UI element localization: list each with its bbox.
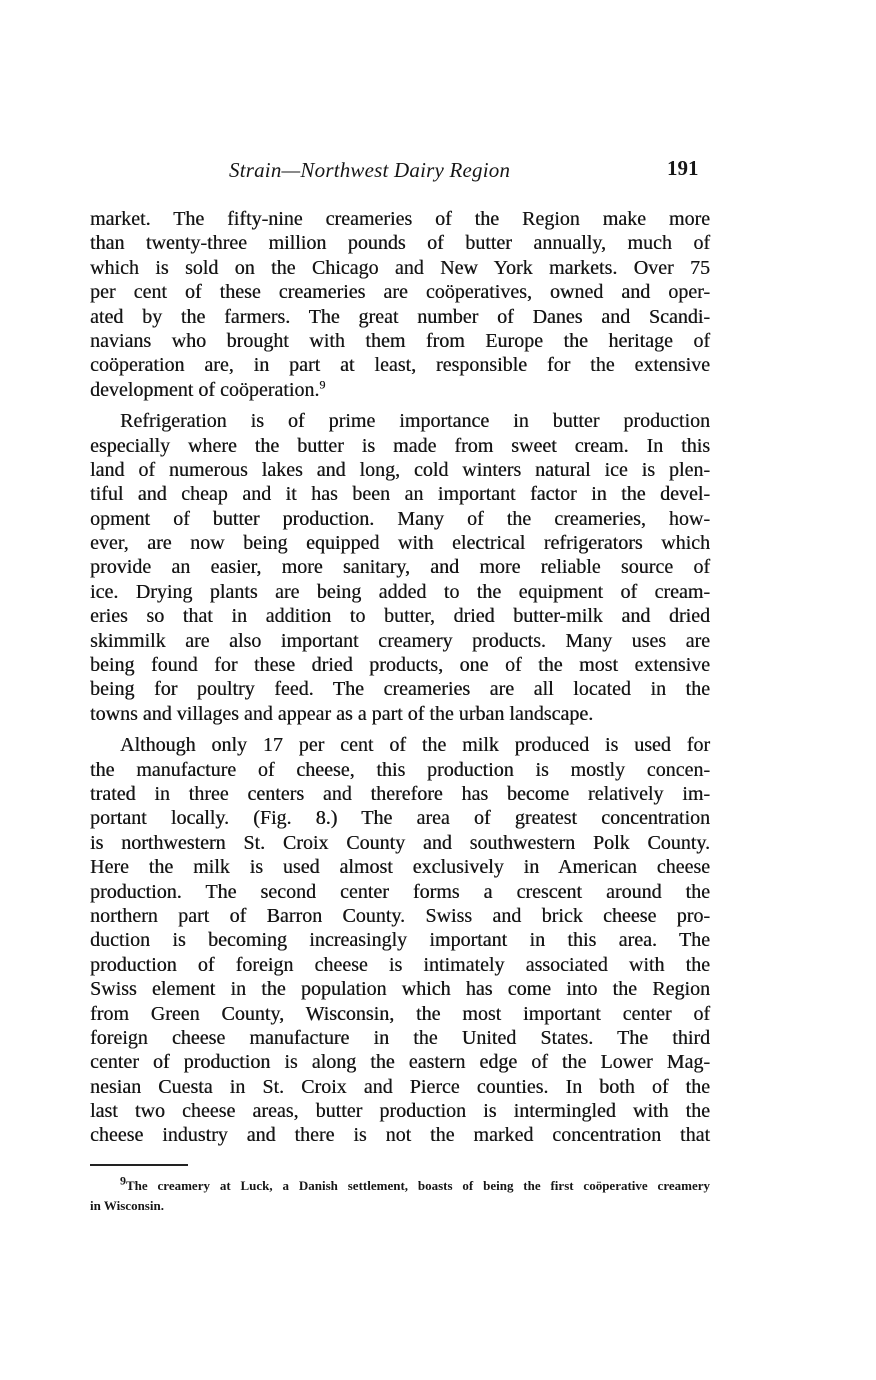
text-line — [90, 977, 710, 1001]
line-text: last two cheese areas, butter production is intermingled with the — [90, 1100, 710, 1123]
text-line — [90, 353, 710, 377]
footnote-divider — [90, 1164, 188, 1166]
line-text: cheese industry and there is not the marked concentration that — [90, 1124, 710, 1147]
line-text: production. The second center forms a crescent around the — [90, 880, 710, 903]
text-line — [90, 733, 710, 757]
text-line — [90, 831, 710, 855]
text-line — [90, 953, 710, 977]
line-text: trated in three centers and therefore has become relatively im- — [90, 782, 710, 805]
text-line — [90, 904, 710, 928]
line-text: per cent of these creameries are coöperatives, owned and oper- — [90, 281, 710, 304]
text-line — [90, 1050, 710, 1074]
line-text: Swiss element in the population which has come into the Region — [90, 978, 710, 1001]
line-text: coöperation are, in part at least, responsible for the extensive — [90, 354, 710, 377]
line-text: ice. Drying plants are being added to the equipment of cream- — [90, 580, 710, 603]
text-line — [90, 1075, 710, 1099]
line-text: than twenty-three million pounds of butter annually, much of — [90, 232, 710, 255]
text-line — [90, 482, 710, 506]
footnote-text: The creamery at Luck, a Danish settlement, boasts of being the first coöperative creamery — [126, 1178, 710, 1193]
line-text: Here the milk is used almost exclusively in American cheese — [90, 856, 710, 879]
line-text: production of foreign cheese is intimately associated with the — [90, 953, 710, 976]
line-text: portant locally. (Fig. 8.) The area of greatest concentration — [90, 807, 710, 830]
text-line — [90, 855, 710, 879]
line-text: duction is becoming increasingly important in this area. The — [90, 929, 710, 952]
line-text: the manufacture of cheese, this production is mostly concen- — [90, 758, 710, 781]
paragraph — [90, 409, 710, 726]
line-text: provide an easier, more sanitary, and more reliable source of — [90, 556, 710, 579]
text-line — [90, 329, 710, 353]
body-text — [90, 207, 710, 1155]
text-line — [90, 458, 710, 482]
text-line — [90, 531, 710, 555]
line-text: is northwestern St. Croix County and southwestern Polk County. — [90, 831, 710, 854]
text-line — [90, 1123, 710, 1147]
footnote-marker: 9 — [120, 1173, 126, 1188]
text-line — [90, 806, 710, 830]
line-text: eries so that in addition to butter, dried butter-milk and dried — [90, 605, 710, 628]
line-text: opment of butter production. Many of the creameries, how- — [90, 507, 710, 530]
paragraph — [90, 207, 710, 402]
line-text: ated by the farmers. The great number of Danes and Scandi- — [90, 305, 710, 328]
text-line — [90, 580, 710, 604]
text-line — [90, 507, 710, 531]
line-text: ever, are now being equipped with electrical refrigerators which — [90, 532, 710, 555]
footnote-line — [90, 1196, 710, 1216]
text-line — [90, 604, 710, 628]
text-line — [90, 305, 710, 329]
text-line — [90, 378, 710, 402]
text-line — [90, 555, 710, 579]
text-line — [90, 782, 710, 806]
running-title: Strain—Northwest Dairy Region — [229, 158, 511, 182]
line-text: being for poultry feed. The creameries are all located in the — [90, 678, 710, 701]
line-text: especially where the butter is made from sweet cream. In this — [90, 434, 710, 457]
line-text: being found for these dried products, one of the most extensive — [90, 654, 710, 677]
line-text: nesian Cuesta in St. Croix and Pierce counties. In both of the — [90, 1075, 710, 1098]
text-line — [90, 653, 710, 677]
text-line — [90, 702, 710, 726]
page-number: 191 — [667, 156, 699, 180]
text-line — [90, 880, 710, 904]
paragraph — [90, 733, 710, 1148]
text-line — [90, 434, 710, 458]
line-text: land of numerous lakes and long, cold winters natural ice is plen- — [90, 458, 710, 481]
line-text: navians who brought with them from Europe the heritage of — [90, 329, 710, 352]
line-text: from Green County, Wisconsin, the most important center of — [90, 1002, 710, 1025]
text-line — [90, 256, 710, 280]
text-line — [90, 1026, 710, 1050]
text-line — [90, 1099, 710, 1123]
line-text: towns and villages and appear as a part of the urban landscape. — [90, 702, 594, 725]
line-text: which is sold on the Chicago and New York markets. Over 75 — [90, 256, 710, 279]
line-text: Although only 17 per cent of the milk produced is used for — [120, 734, 710, 757]
line-text: market. The fifty-nine creameries of the Region make more — [90, 208, 710, 230]
footnote-text: in Wisconsin. — [90, 1198, 164, 1213]
line-text: skimmilk are also important creamery products. Many uses are — [90, 629, 710, 652]
text-line — [90, 207, 710, 231]
line-text: development of coöperation. — [90, 378, 320, 401]
text-line — [90, 409, 710, 433]
line-text: Refrigeration is of prime importance in butter production — [120, 410, 710, 433]
line-text: foreign cheese manufacture in the United States. The third — [90, 1026, 710, 1049]
footnote-line — [90, 1173, 710, 1196]
footnote — [90, 1173, 710, 1216]
text-line — [90, 280, 710, 304]
text-line — [90, 677, 710, 701]
text-line — [90, 231, 710, 255]
text-line — [90, 758, 710, 782]
line-text: northern part of Barron County. Swiss and brick cheese pro- — [90, 904, 710, 927]
line-text: center of production is along the eastern edge of the Lower Mag- — [90, 1051, 710, 1074]
text-line — [90, 1002, 710, 1026]
footnote-reference[interactable]: 9 — [319, 377, 326, 392]
text-line — [90, 928, 710, 952]
text-line — [90, 629, 710, 653]
line-text: tiful and cheap and it has been an important factor in the devel- — [90, 483, 710, 506]
